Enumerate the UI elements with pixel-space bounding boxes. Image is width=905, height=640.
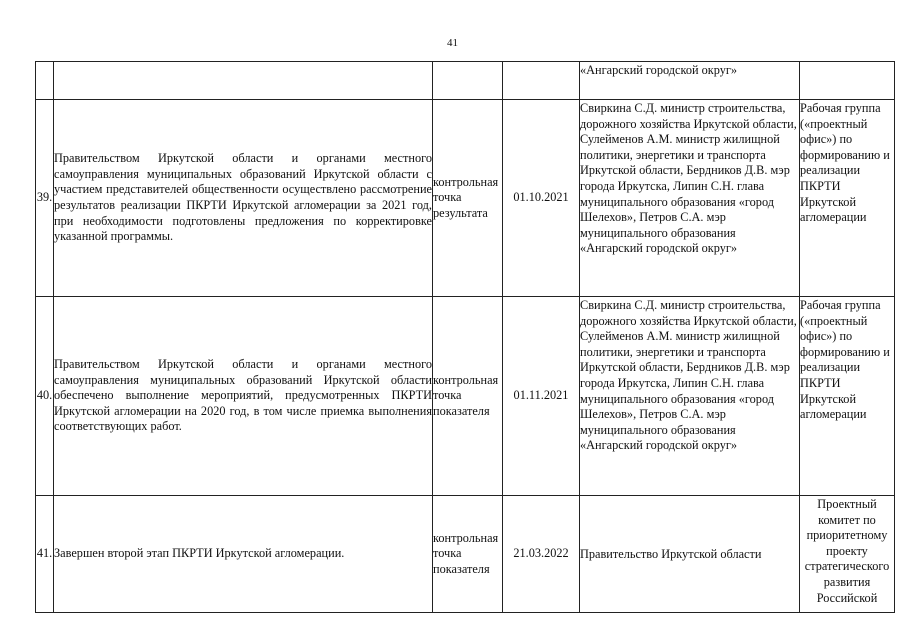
page-number: 41 xyxy=(447,37,458,49)
event-description: Правительством Иркутской области и органами местного самоуправления муниципальных образований Иркутской области обеспечено выполнение мероприятий, предусмотренных ПКРТИ Иркутской агломерации на 2020 год, в том числе приемка выполнения соответствующих работ. xyxy=(54,357,432,434)
event-type-cell xyxy=(433,297,503,496)
control-cell xyxy=(800,62,895,100)
date-cell xyxy=(503,62,580,100)
control-cell xyxy=(800,496,895,613)
event-date: 01.11.2021 xyxy=(513,388,569,403)
responsible-cell xyxy=(580,496,800,613)
date-cell xyxy=(503,100,580,297)
row-number: 41. xyxy=(36,546,53,561)
row-number-cell xyxy=(36,100,54,297)
responsible-cell xyxy=(580,100,800,297)
event-type: контрольная точка показателя xyxy=(433,530,499,576)
responsible-cell xyxy=(580,297,800,496)
control-body xyxy=(800,62,894,63)
description-cell xyxy=(54,62,433,100)
event-date: 21.03.2022 xyxy=(513,546,569,561)
table-row xyxy=(36,297,895,496)
control-cell xyxy=(800,100,895,297)
row-number-cell xyxy=(36,62,54,100)
responsible-persons: Свиркина С.Д. министр строительства, дорожного хозяйства Иркутской области, Сулейменов А.М. министр жилищной политики, энергетики и транспорта Иркутской области, Бердников Д.В. мэр города Иркутска, Липин С.Н. глава муниципального образования «город Шелехов», Петров С.А. мэр муниципального образования «Ангарский городской округ» xyxy=(580,298,797,453)
responsible-persons: Свиркина С.Д. министр строительства, дорожного хозяйства Иркутской области, Сулейменов А.М. министр жилищной политики, энергетики и транспорта Иркутской области, Бердников Д.В. мэр города Иркутска, Липин С.Н. глава муниципального образования «город Шелехов», Петров С.А. мэр муниципального образования «Ангарский городской округ» xyxy=(580,101,797,256)
row-number-cell xyxy=(36,297,54,496)
table-row xyxy=(36,100,895,297)
row-number: 40. xyxy=(36,388,53,403)
date-cell xyxy=(503,297,580,496)
table-row xyxy=(36,496,895,613)
responsible-cell xyxy=(580,62,800,100)
description-cell xyxy=(54,100,433,297)
description-cell xyxy=(54,496,433,613)
event-date: 01.10.2021 xyxy=(513,190,569,205)
event-type: контрольная точка результата xyxy=(433,174,499,220)
event-type-cell xyxy=(433,100,503,297)
event-type-cell xyxy=(433,496,503,613)
table-row xyxy=(36,62,895,100)
event-plan-table xyxy=(35,61,895,613)
control-body: Рабочая группа («проектный офис») по формированию и реализации ПКРТИ Иркутской агломерации xyxy=(800,101,890,225)
event-type: контрольная точка показателя xyxy=(433,372,499,418)
control-body: Проектный комитет по приоритетному проекту стратегического развития Российской xyxy=(804,497,890,605)
event-description: Правительством Иркутской области и органами местного самоуправления муниципальных образований Иркутской области с участием представителей общественности осуществлено рассмотрение результатов реализации ПКРТИ Иркутской агломерации за 2021 год, при необходимости подготовлены предложения по корректировке указанной программы. xyxy=(54,151,432,244)
date-cell xyxy=(503,496,580,613)
control-cell xyxy=(800,297,895,496)
control-body: Рабочая группа («проектный офис») по формированию и реализации ПКРТИ Иркутской агломерации xyxy=(800,298,890,422)
row-number: 39. xyxy=(36,190,53,205)
event-description: Завершен второй этап ПКРТИ Иркутской агломерации. xyxy=(54,546,345,561)
row-number-cell xyxy=(36,496,54,613)
responsible-persons: Правительство Иркутской области xyxy=(580,546,762,561)
responsible-persons: «Ангарский городской округ» xyxy=(580,63,738,77)
event-type-cell xyxy=(433,62,503,100)
description-cell xyxy=(54,297,433,496)
